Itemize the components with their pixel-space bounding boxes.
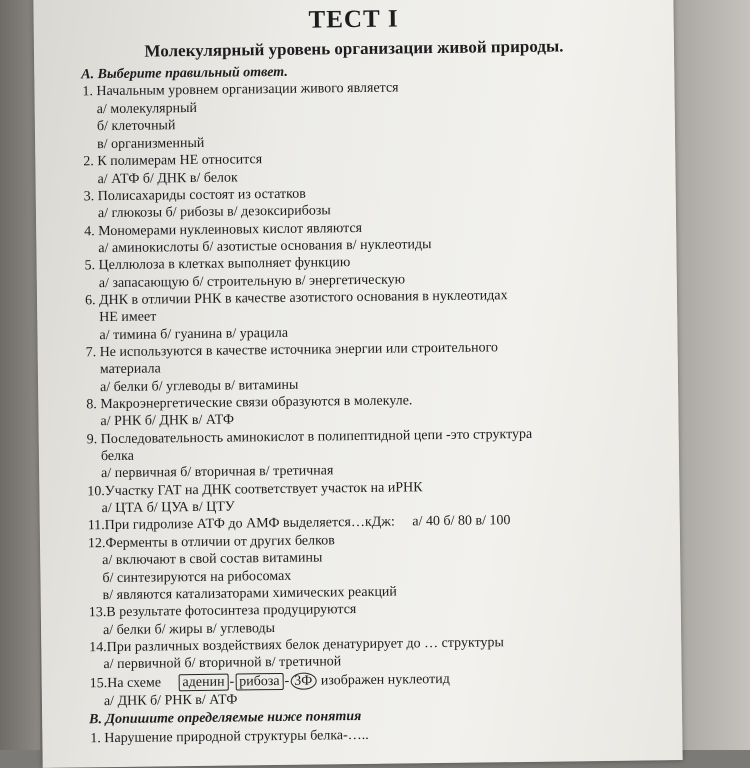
- scheme-circle-3p: 3Ф: [290, 673, 316, 690]
- page-title: ТЕСТ I: [308, 5, 399, 34]
- question-6: 6. ДНК в отличии РНК в качестве азотистого основания в нуклеотидах: [84, 288, 508, 309]
- q15-text-start: 15.На схеме: [89, 675, 162, 692]
- section-a-heading: А. Выберите правильный ответ.: [81, 64, 288, 83]
- q1-option-b: б/ клеточный: [96, 118, 176, 135]
- question-9: 9. Последовательность аминокислот в полипептидной цепи -это структура: [86, 426, 533, 448]
- q10-options: а/ ЦТА б/ ЦУА в/ ЦТУ: [101, 499, 235, 517]
- question-9-continued: белка: [100, 448, 134, 465]
- q9-options: а/ первичная б/ вторичная в/ третичная: [101, 463, 334, 482]
- question-5: 5. Целлюлоза в клетках выполняет функцию: [84, 255, 351, 274]
- q12-option-a: а/ включают в свой состав витамины: [102, 550, 323, 569]
- question-6-continued: НЕ имеет: [99, 309, 157, 326]
- page-subtitle: Молекулярный уровень организации живой природы.: [144, 36, 564, 61]
- question-8: 8. Макроэнергетические связи образуются в молекуле.: [86, 393, 413, 413]
- section-b-heading: В. Допишите определяемые ниже понятия: [89, 708, 362, 728]
- question-14: 14.При различных воздействиях белок денатурирует до … структуры: [89, 635, 504, 656]
- q11-text: 11.При гидролизе АТФ до АМФ выделяется…кДж:: [87, 514, 395, 534]
- q15-text-end: изображен нуклеотид: [320, 671, 450, 689]
- section-b-item-1: 1. Нарушение природной структуры белка-…..: [90, 727, 369, 747]
- scheme-box-adenine: аденин: [178, 674, 228, 692]
- question-10: 10.Участку ГАТ на ДНК соответствует участок на иРНК: [87, 480, 423, 500]
- q6-options: а/ тимина б/ гуанина в/ урацила: [99, 325, 289, 344]
- q15-options: а/ ДНК б/ РНК в/ АТФ: [103, 692, 238, 710]
- test-sheet: [33, 0, 682, 768]
- question-7-continued: материала: [99, 361, 161, 378]
- q8-options: а/ РНК б/ ДНК в/ АТФ: [100, 412, 235, 430]
- q1-option-a: а/ молекулярный: [96, 100, 198, 118]
- q14-options: а/ первичной б/ вторичной в/ третичной: [103, 654, 342, 673]
- question-13: 13.В результате фотосинтеза продуцируются: [88, 602, 357, 621]
- q3-options: а/ глюкозы б/ рибозы в/ дезоксирибозы: [97, 203, 331, 222]
- question-15: 15.На схеме аденин - рибоза - 3Ф изображен нуклеотид: [89, 671, 450, 692]
- question-2: 2. К полимерам НЕ относится: [83, 152, 263, 170]
- q13-options: а/ белки б/ жиры в/ углеводы: [102, 621, 276, 639]
- q11-options: а/ 40 б/ 80 в/ 100: [412, 513, 511, 530]
- scheme-box-ribose: рибоза: [235, 673, 284, 691]
- question-4: 4. Мономерами нуклеиновых кислот являются: [84, 220, 363, 240]
- question-12: 12.Ферменты в отличии от других белков: [87, 533, 335, 552]
- q4-options: а/ аминокислоты б/ азотистые основания в/ нуклеотиды: [98, 237, 432, 257]
- q5-options: а/ запасающую б/ строительную в/ энергетическую: [98, 272, 406, 292]
- question-7: 7. Не используются в качестве источника энергии или строительного: [85, 340, 499, 361]
- q12-option-c: в/ являются катализаторами химических реакций: [102, 584, 397, 604]
- question-3: 3. Полисахариды состоят из остатков: [83, 186, 306, 205]
- q7-options: а/ белки б/ углеводы в/ витамины: [99, 377, 299, 396]
- q1-option-c: в/ организменный: [97, 135, 205, 153]
- question-1: 1. Начальным уровнем организации живого является: [82, 80, 399, 100]
- q12-option-b: б/ синтезируются на рибосомах: [102, 568, 292, 587]
- q2-options: а/ АТФ б/ ДНК в/ белок: [97, 170, 238, 188]
- background-right: [670, 0, 750, 750]
